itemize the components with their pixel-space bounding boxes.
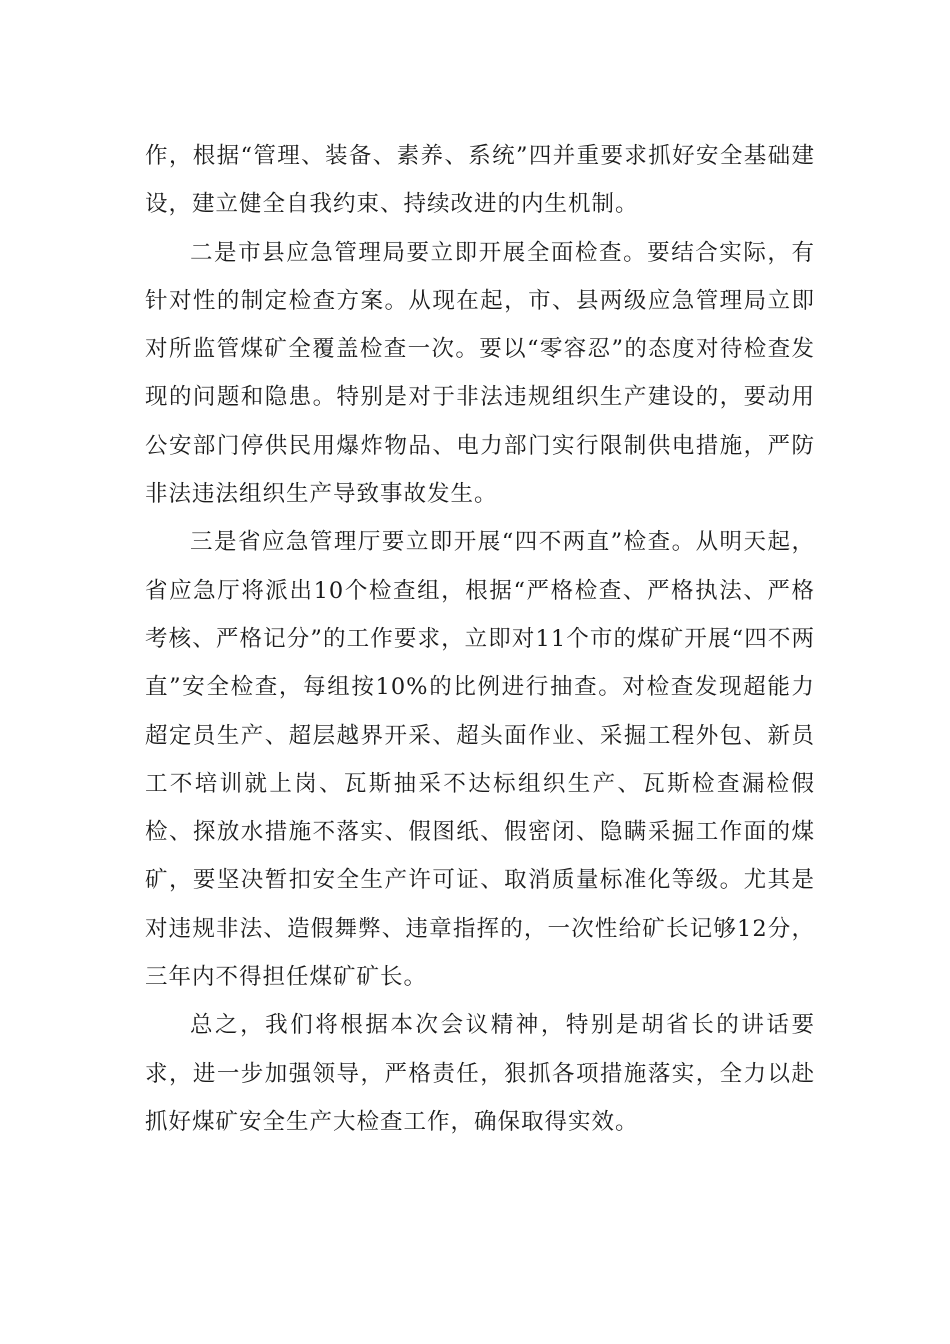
paragraph-conclusion: 总之，我们将根据本次会议精神，特别是胡省长的讲话要求，进一步加强领导，严格责任，狠抓各项措施落实，全力以赴抓好煤矿安全生产大检查工作，确保取得实效。 [145, 1012, 815, 1135]
document-body [145, 132, 815, 1146]
paragraph-point-two: 二是市县应急管理局要立即开展全面检查。要结合实际，有针对性的制定检查方案。从现在起，市、县两级应急管理局立即对所监管煤矿全覆盖检查一次。要以“零容忍”的态度对待检查发现的问题和隐患。特别是对于非法违规组织生产建设的，要动用公安部门停供民用爆炸物品、电力部门实行限制供电措施，严防非法违法组织生产导致事故发生。 [145, 239, 815, 508]
paragraph-point-three: 三是省应急管理厅要立即开展“四不两直”检查。从明天起，省应急厅将派出10个检查组，根据“严格检查、严格执法、严格考核、严格记分”的工作要求，立即对11个市的煤矿开展“四不两直”安全检查，每组按10%的比例进行抽查。对检查发现超能力超定员生产、超层越界开采、超头面作业、采掘工程外包、新员工不培训就上岗、瓦斯抽采不达标组织生产、瓦斯检查漏检假检、探放水措施不落实、假图纸、假密闭、隐瞒采掘工作面的煤矿，要坚决暂扣安全生产许可证、取消质量标准化等级。尤其是对违规非法、造假舞弊、违章指挥的，一次性给矿长记够12分，三年内不得担任煤矿矿长。 [145, 529, 815, 991]
paragraph-continuation: 作，根据“管理、装备、素养、系统”四并重要求抓好安全基础建设，建立健全自我约束、持续改进的内生机制。 [145, 143, 815, 218]
